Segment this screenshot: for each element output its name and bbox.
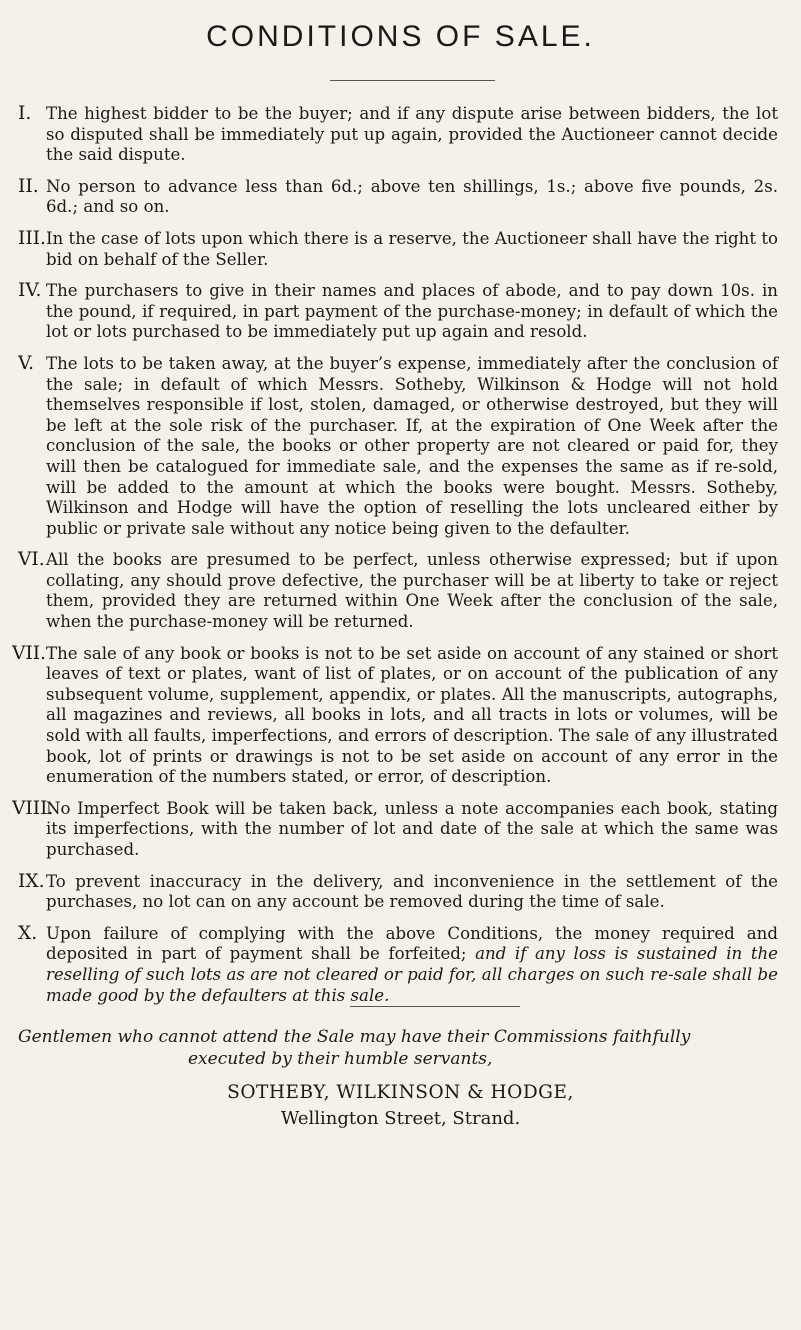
condition-number: IX. — [18, 870, 45, 892]
closing-line-2: executed by their humble servants, — [188, 1049, 493, 1069]
title-divider — [330, 80, 495, 81]
condition-number: I. — [18, 103, 32, 124]
condition-item — [18, 177, 778, 218]
closing-divider — [350, 1006, 520, 1007]
closing-line-1: Gentlemen who cannot attend the Sale may have their Commissions faithfully — [18, 1027, 691, 1047]
condition-item — [18, 104, 778, 166]
condition-number: V. — [18, 352, 35, 374]
condition-text: No Imperfect Book will be taken back, unless a note accompanies each book, stating its imperfections, with the number of lot and date of the sale at which the same was purchased. — [46, 798, 778, 859]
closing-note — [18, 1026, 778, 1070]
condition-number: III. — [18, 227, 46, 249]
condition-text: The lots to be taken away, at the buyer’s expense, immediately after the conclusion of the sale; in default of which Messrs. Sotheby, Wilkinson & Hodge will not hold themselves responsible if lost, stolen, damaged, or otherwise destroyed, but they will be left at the sole risk of the purchaser. If, at the expiration of One Week after the conclusion of the sale, the books or other property are not cleared or paid for, they will then be catalogued for immediate sale, and the expenses the same as if re-sold, will be added to the amount at which the books were bought. Messrs. Sotheby, Wilkinson and Hodge will have the option of reselling the lots uncleared either by public or private sale without any notice being given to the defaulter. — [46, 353, 778, 538]
condition-text: To prevent inaccuracy in the delivery, and inconvenience in the settlement of the purchases, no lot can on any account be removed during the time of sale. — [46, 871, 778, 912]
condition-item — [12, 642, 778, 788]
condition-text: The sale of any book or books is not to be set aside on account of any stained or short leaves of text or plates, want of list of plates, or on account of the publication of any subsequent volume, supplement, appendix, or plates. All the manuscripts, autographs, all magazines and reviews, all books in lots, and all tracts in lots or volumes, will be sold with all faults, imperfections, and errors of description. The sale of any illustrated book, lot of prints or drawings is not to be set aside on account of any error in the enumeration of the numbers stated, or error, of description. — [46, 643, 778, 787]
condition-text: The highest bidder to be the buyer; and if any dispute arise between bidders, the lot so disputed shall be immediately put up again, provided the Auctioneer cannot decide the said dispute. — [46, 104, 778, 165]
conditions-list — [12, 103, 778, 1017]
condition-number: VIII. — [12, 797, 54, 819]
firm-name: SOTHEBY, WILKINSON & HODGE, — [227, 1082, 574, 1103]
condition-number: IV. — [18, 280, 42, 302]
page-title: CONDITIONS OF SALE. — [206, 20, 595, 53]
condition-text: In the case of lots upon which there is a reserve, the Auctioneer shall have the right to bid on behalf of the Seller. — [46, 228, 778, 269]
condition-text: Upon failure of complying with the above Conditions, the money required and deposited in part of payment shall be forfeited; — [46, 923, 778, 964]
condition-number: VII. — [12, 642, 47, 664]
condition-number: X. — [18, 922, 38, 944]
condition-text: No person to advance less than 6d.; above ten shillings, 1s.; above five pounds, 2s. 6d.; and so on. — [46, 176, 778, 217]
condition-item — [18, 924, 778, 1006]
firm-address: Wellington Street, Strand. — [280, 1108, 521, 1129]
condition-text-italic: and if any loss is sustained in the reselling of such lots as are not cleared or paid for, all charges on such re-sale shall be made good by the defaulters at this sale. — [46, 944, 778, 1005]
condition-number: II. — [18, 175, 39, 197]
condition-item — [12, 797, 778, 861]
condition-number: VI. — [18, 549, 45, 571]
condition-item — [18, 229, 778, 270]
condition-item — [18, 354, 778, 539]
condition-text: The purchasers to give in their names and places of abode, and to pay down 10s. in the pound, if required, in part payment of the purchase-money; in default of which the lot or lots purchased to be immediately put up again and resold. — [46, 281, 778, 342]
condition-item — [18, 550, 778, 632]
condition-item — [18, 281, 778, 343]
condition-item — [18, 872, 778, 913]
condition-text: All the books are presumed to be perfect, unless otherwise expressed; but if upon collating, any should prove defective, the purchaser will be at liberty to take or reject them, provided they are returned within One Week after the conclusion of the sale, when the purchase-money will be returned. — [46, 550, 778, 632]
